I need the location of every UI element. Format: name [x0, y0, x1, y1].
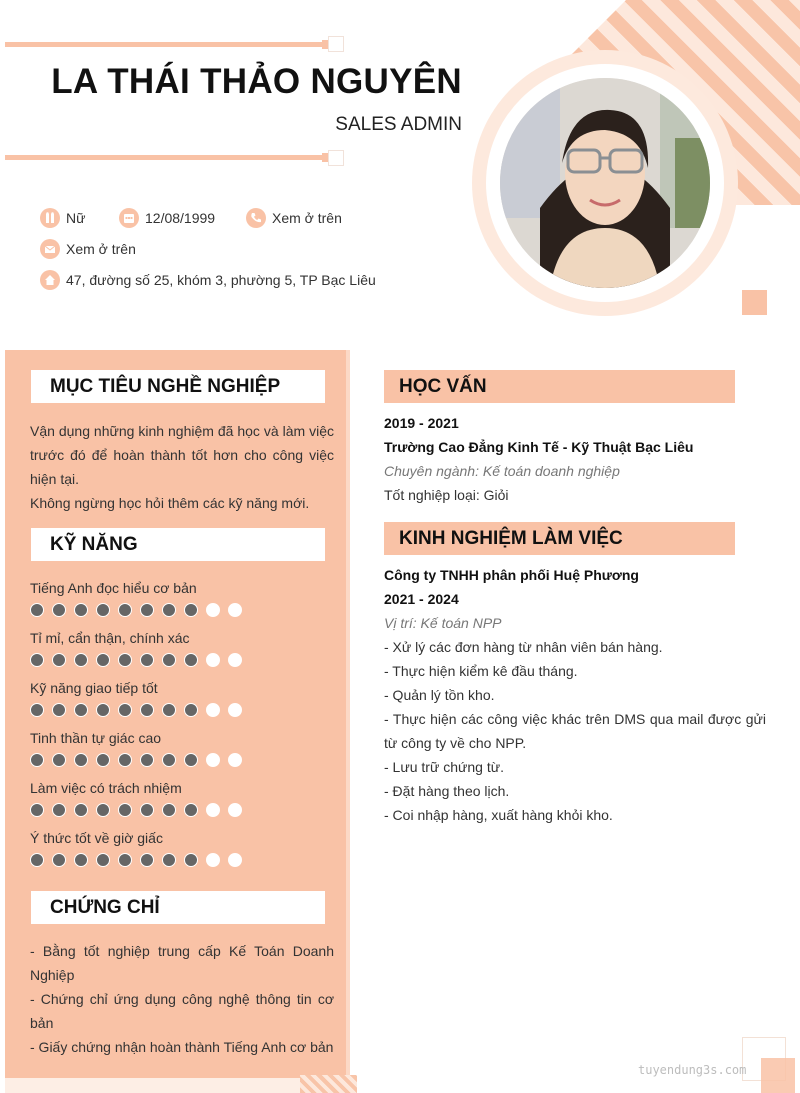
objective-line-1: Vận dụng những kinh nghiệm đã học và làm việc trước đó để hoàn thành tốt hơn cho công việc hiện tại.: [30, 423, 334, 487]
skill-name: Tiếng Anh đọc hiểu cơ bản: [30, 580, 197, 596]
header-top-line: [5, 42, 325, 47]
objective-heading: MỤC TIÊU NGHỀ NGHIỆP: [31, 370, 325, 403]
email-icon: [40, 239, 60, 259]
task-item: - Quản lý tồn kho.: [384, 687, 495, 703]
email-value: Xem ở trên: [66, 241, 136, 257]
certificate-item: - Bằng tốt nghiệp trung cấp Kế Toán Doanh Nghiệp: [30, 943, 334, 983]
rating-dot-filled: [52, 603, 66, 617]
rating-dot-filled: [52, 653, 66, 667]
rating-dot-empty: [206, 803, 220, 817]
rating-dot-filled: [52, 853, 66, 867]
rating-dot-empty: [228, 603, 242, 617]
experience-position: Vị trí: Kế toán NPP: [384, 615, 502, 631]
header-bottom-line: [5, 155, 325, 160]
contact-birthday: [119, 208, 215, 228]
rating-dot-empty: [228, 703, 242, 717]
rating-dot-filled: [96, 753, 110, 767]
rating-dot-filled: [118, 603, 132, 617]
task-item: - Đặt hàng theo lịch.: [384, 783, 510, 799]
task-item: - Thực hiện kiểm kê đầu tháng.: [384, 663, 578, 679]
rating-dot-filled: [184, 753, 198, 767]
rating-dot-empty: [206, 753, 220, 767]
rating-dot-filled: [140, 803, 154, 817]
task-item: - Xử lý các đơn hàng từ nhân viên bán hàng.: [384, 639, 663, 655]
rating-dot-filled: [30, 803, 44, 817]
rating-dot-filled: [118, 653, 132, 667]
gender-value: Nữ: [66, 210, 86, 226]
task-item: - Lưu trữ chứng từ.: [384, 759, 504, 775]
top-line-square: [328, 36, 344, 52]
contact-phone: [246, 208, 342, 228]
decorative-square: [742, 290, 767, 315]
rating-dot-empty: [228, 753, 242, 767]
experience-tasks: [384, 635, 766, 827]
rating-dot-filled: [118, 703, 132, 717]
rating-dot-filled: [30, 753, 44, 767]
rating-dot-filled: [30, 853, 44, 867]
rating-dot-filled: [140, 753, 154, 767]
profile-photo-illustration: [500, 78, 710, 288]
rating-dot-filled: [162, 703, 176, 717]
certificate-item: - Giấy chứng nhận hoàn thành Tiếng Anh cơ bản: [30, 1039, 334, 1055]
skill-name: Ý thức tốt về giờ giấc: [30, 830, 163, 846]
task-item: - Coi nhập hàng, xuất hàng khỏi kho.: [384, 807, 613, 823]
experience-heading: KINH NGHIỆM LÀM VIỆC: [384, 522, 735, 555]
rating-dot-filled: [162, 653, 176, 667]
corner-square: [761, 1058, 795, 1093]
skill-name: Làm việc có trách nhiệm: [30, 780, 182, 796]
task-item: - Thực hiện các công việc khác trên DMS qua mail được gửi từ công ty về cho NPP.: [384, 711, 766, 751]
candidate-name: LA THÁI THẢO NGUYÊN: [51, 62, 462, 101]
rating-dot-filled: [140, 653, 154, 667]
rating-dot-empty: [228, 853, 242, 867]
rating-dot-filled: [184, 803, 198, 817]
rating-dot-empty: [206, 853, 220, 867]
rating-dot-filled: [96, 653, 110, 667]
contact-address: [40, 270, 376, 290]
home-icon: [40, 270, 60, 290]
objective-text: [30, 419, 334, 515]
education-school: Trường Cao Đẳng Kinh Tế - Kỹ Thuật Bạc Liêu: [384, 439, 694, 455]
birthday-value: 12/08/1999: [145, 210, 216, 226]
rating-dot-filled: [162, 803, 176, 817]
skill-name: Tinh thần tự giác cao: [30, 730, 162, 746]
address-value: 47, đường số 25, khóm 3, phường 5, TP Bạc Liêu: [66, 272, 376, 288]
rating-dot-filled: [74, 753, 88, 767]
rating-dot-empty: [206, 653, 220, 667]
rating-dot-filled: [118, 753, 132, 767]
phone-icon: [246, 208, 266, 228]
education-grade: Tốt nghiệp loại: Giỏi: [384, 487, 509, 503]
rating-dot-filled: [184, 653, 198, 667]
rating-dot-filled: [96, 803, 110, 817]
experience-company: Công ty TNHH phân phối Huệ Phương: [384, 567, 639, 583]
rating-dot-empty: [206, 603, 220, 617]
contact-email: [40, 239, 136, 259]
rating-dot-filled: [184, 703, 198, 717]
rating-dot-filled: [30, 603, 44, 617]
skill-name: Kỹ năng giao tiếp tốt: [30, 680, 158, 696]
rating-dot-filled: [162, 853, 176, 867]
rating-dot-filled: [52, 703, 66, 717]
gender-icon: [40, 208, 60, 228]
rating-dot-empty: [228, 653, 242, 667]
rating-dot-filled: [74, 603, 88, 617]
contact-gender: [40, 208, 85, 228]
experience-period: 2021 - 2024: [384, 591, 459, 607]
rating-dot-filled: [52, 803, 66, 817]
rating-dot-filled: [74, 803, 88, 817]
rating-dot-filled: [162, 603, 176, 617]
rating-dot-filled: [30, 703, 44, 717]
skill-rating: [30, 853, 250, 867]
left-column-edge: [346, 350, 350, 1078]
objective-line-2: Không ngừng học hỏi thêm các kỹ năng mới.: [30, 495, 310, 511]
certificates-list: [30, 939, 334, 1059]
rating-dot-filled: [52, 753, 66, 767]
education-heading: HỌC VẤN: [384, 370, 735, 403]
rating-dot-empty: [228, 803, 242, 817]
education-major: Chuyên ngành: Kế toán doanh nghiệp: [384, 463, 620, 479]
rating-dot-filled: [140, 853, 154, 867]
skill-rating: [30, 803, 250, 817]
rating-dot-filled: [140, 603, 154, 617]
rating-dot-filled: [74, 703, 88, 717]
rating-dot-filled: [184, 853, 198, 867]
rating-dot-filled: [96, 853, 110, 867]
skill-rating: [30, 703, 250, 717]
certificates-heading: CHỨNG CHỈ: [31, 891, 325, 924]
phone-value: Xem ở trên: [272, 210, 342, 226]
rating-dot-filled: [118, 853, 132, 867]
footer-stripes: [300, 1075, 357, 1093]
certificate-item: - Chứng chỉ ứng dụng công nghệ thông tin cơ bản: [30, 991, 334, 1031]
rating-dot-filled: [140, 703, 154, 717]
rating-dot-filled: [74, 853, 88, 867]
rating-dot-empty: [206, 703, 220, 717]
rating-dot-filled: [96, 703, 110, 717]
rating-dot-filled: [162, 753, 176, 767]
rating-dot-filled: [74, 653, 88, 667]
skills-heading: KỸ NĂNG: [31, 528, 325, 561]
rating-dot-filled: [96, 603, 110, 617]
watermark: tuyendung3s.com: [638, 1063, 747, 1077]
job-title: SALES ADMIN: [335, 114, 462, 135]
rating-dot-filled: [184, 603, 198, 617]
calendar-icon: [119, 208, 139, 228]
rating-dot-filled: [118, 803, 132, 817]
left-column-footer: [5, 1078, 305, 1093]
profile-photo: [500, 78, 710, 288]
skill-name: Tỉ mỉ, cẩn thận, chính xác: [30, 630, 190, 646]
bottom-line-square: [328, 150, 344, 166]
skill-rating: [30, 603, 250, 617]
stripes-corner-cut: [571, 0, 626, 55]
skill-rating: [30, 753, 250, 767]
education-period: 2019 - 2021: [384, 415, 459, 431]
rating-dot-filled: [30, 653, 44, 667]
skill-rating: [30, 653, 250, 667]
